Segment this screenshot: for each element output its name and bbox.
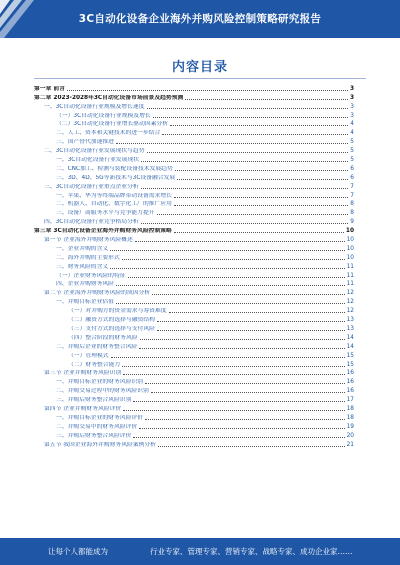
toc-entry-title: （二）融资方式的选择与融资结构 — [68, 317, 155, 324]
toc-entry-title: 二、并购后企业的财务整合风险 — [56, 343, 138, 350]
toc-entry-title: 第二章 2023-2028年3C自动化设备市场前景及趋势预测 — [34, 94, 184, 101]
toc-entry[interactable] — [34, 262, 354, 271]
toc-entry[interactable] — [34, 244, 354, 253]
toc-entry[interactable] — [34, 404, 354, 413]
toc-entry-page: 11 — [346, 281, 354, 288]
toc-entry-page: 18 — [346, 405, 354, 412]
toc-entry[interactable] — [34, 200, 354, 209]
toc-entry-page: 16 — [346, 370, 354, 377]
toc-entry-title: （一）对并购方的资金需求与筹资难度 — [68, 308, 167, 315]
toc-dot-leader — [157, 214, 349, 215]
toc-entry-page: 15 — [346, 352, 354, 359]
toc-dot-leader — [67, 90, 348, 91]
toc-entry[interactable] — [34, 217, 354, 226]
toc-entry[interactable] — [34, 315, 354, 324]
toc-entry-page: 21 — [346, 441, 354, 448]
toc-entry[interactable] — [34, 306, 354, 315]
toc-entry-title: 三、并购后财务整合风险评价 — [56, 432, 132, 439]
toc-entry-title: 第三节 企业并购财务风险识别 — [44, 370, 122, 377]
toc-entry[interactable] — [34, 173, 354, 182]
toc-entry-title: 二、并购交易中的财务风险评价 — [56, 423, 138, 430]
toc-entry-page: 12 — [346, 290, 354, 297]
toc-entry[interactable] — [34, 111, 354, 120]
toc-entry[interactable] — [34, 431, 354, 440]
toc-entry-page: 17 — [346, 397, 354, 404]
toc-entry-page: 15 — [346, 361, 354, 368]
toc-dot-leader — [147, 152, 349, 153]
toc-dot-leader — [151, 392, 345, 393]
toc-entry[interactable] — [34, 226, 354, 235]
toc-entry[interactable] — [34, 93, 354, 102]
toc-entry[interactable] — [34, 440, 354, 449]
toc-entry-page: 11 — [346, 263, 354, 270]
toc-entry-title: 第三章 3C自动化设备企业海外并购财务风险控制策略 — [34, 228, 172, 235]
toc-entry[interactable] — [34, 386, 354, 395]
toc-entry-title: 四、企业并购财务风险 — [56, 281, 114, 288]
toc-entry[interactable] — [34, 155, 354, 164]
toc-entry-page: 18 — [346, 414, 354, 421]
toc-dot-leader — [123, 410, 344, 411]
toc-dot-leader — [185, 99, 348, 100]
toc-dot-leader — [162, 134, 348, 135]
toc-entry-title: 二、并购交易过程中的财务风险识别 — [56, 388, 149, 395]
toc-entry[interactable] — [34, 297, 354, 306]
toc-entry[interactable] — [34, 351, 354, 360]
toc-entry-page: 12 — [346, 299, 354, 306]
toc-entry-title: 三、3D、4D、5G等新技术与3C设备融合发展 — [56, 174, 176, 181]
toc-entry-title: （四）整合阶段的财务风险 — [68, 334, 138, 341]
toc-entry[interactable] — [34, 84, 354, 93]
toc-entry[interactable] — [34, 333, 354, 342]
toc-dot-leader — [122, 259, 345, 260]
toc-dot-leader — [111, 357, 345, 358]
toc-entry-page: 9 — [350, 219, 354, 226]
toc-heading: 内容目录 — [171, 60, 228, 75]
toc-entry-page: 3 — [349, 94, 354, 101]
toc-entry-page: 4 — [350, 121, 354, 128]
toc-entry-page: 5 — [350, 157, 354, 164]
toc-entry-page: 11 — [346, 272, 354, 279]
toc-entry[interactable] — [34, 182, 354, 191]
toc-dot-leader — [145, 419, 345, 420]
toc-dot-leader — [135, 241, 345, 242]
toc-dot-leader — [122, 366, 344, 367]
toc-entry-title: （三）支付方式的选择与支付风险 — [68, 325, 155, 332]
toc-entry-title: 二、3C自动化设备行业发展现状与趋势 — [44, 148, 145, 155]
report-footer — [0, 538, 400, 565]
toc-entry-title: 二、CNC加工、检测与装配设备技术发展趋势 — [56, 165, 173, 172]
toc-entry-title: 一、3C自动化设备行业规模及增长速度 — [44, 103, 145, 110]
toc-dot-leader — [153, 117, 349, 118]
toc-entry-page: 10 — [346, 245, 354, 252]
toc-entry[interactable] — [34, 102, 354, 111]
toc-entry[interactable] — [34, 422, 354, 431]
toc-entry-title: （二）财务整合能力 — [68, 361, 121, 368]
toc-entry[interactable] — [34, 280, 354, 289]
toc-entry-title: （一）企业财务风险的特征 — [56, 272, 126, 279]
toc-entry-title: 一、并购目标企业估值 — [56, 299, 114, 306]
toc-dot-leader — [157, 330, 345, 331]
toc-entry[interactable] — [34, 128, 354, 137]
toc-entry-title: 三、财务风险的含义 — [56, 263, 109, 270]
toc-entry-page: 4 — [350, 130, 354, 137]
toc-entry-page: 10 — [345, 228, 354, 235]
toc-entry-page: 5 — [350, 148, 354, 155]
toc-dot-leader — [169, 312, 345, 313]
toc-entry-page: 7 — [350, 192, 354, 199]
toc-entry-title: 第二节 企业海外并购财务风险的成因分析 — [44, 290, 151, 297]
toc-entry-page: 3 — [350, 112, 354, 119]
toc-entry[interactable] — [34, 324, 354, 333]
toc-entry-page: 14 — [346, 343, 354, 350]
toc-entry-page: 7 — [350, 183, 354, 190]
toc-entry[interactable] — [34, 164, 354, 173]
toc-entry[interactable] — [34, 369, 354, 378]
toc-dot-leader — [139, 428, 344, 429]
toc-entry[interactable] — [34, 395, 354, 404]
toc-dot-leader — [110, 250, 344, 251]
toc-entry-title: 第四节 企业并购财务风险评价 — [44, 405, 122, 412]
toc-entry[interactable] — [34, 271, 354, 280]
toc-dot-leader — [116, 143, 348, 144]
toc-entry-page: 12 — [346, 308, 354, 315]
toc-entry-title: （二）3C自动化设备行业增长驱动因素分析 — [56, 121, 169, 128]
toc-dot-leader — [177, 179, 348, 180]
toc-entry-page: 3 — [350, 103, 354, 110]
toc-entry-title: 三、国产替代加速推进 — [56, 139, 114, 146]
toc-entry-page: 6 — [350, 165, 354, 172]
toc-entry-title: 一、企业并购的含义 — [56, 245, 109, 252]
toc-entry-title: 二、机器人、自动化、数字化工厂的推广应用 — [56, 201, 172, 208]
toc-entry[interactable] — [34, 146, 354, 155]
toc-dot-leader — [174, 197, 348, 198]
toc-dot-leader — [147, 108, 349, 109]
toc-dot-leader — [139, 348, 344, 349]
toc-dot-leader — [110, 268, 344, 269]
toc-entry-title: 三、设备厂商服务水平与竞争能力提升 — [56, 210, 155, 217]
toc-dot-leader — [116, 285, 345, 286]
toc-entry-page: 14 — [346, 334, 354, 341]
toc-entry-title: 第一章 前言 — [34, 85, 66, 92]
toc-entry-title: 三、3C自动化设备行业重点企业分析 — [44, 183, 139, 190]
toc-dot-leader — [158, 446, 345, 447]
toc-entry-page: 16 — [346, 388, 354, 395]
toc-entry-page: 5 — [350, 139, 354, 146]
toc-entry-title: 一、3C自动化设备行业发展现状 — [56, 157, 140, 164]
toc-entry-page: 20 — [346, 432, 354, 439]
toc-entry-title: （一）3C自动化设备行业规模及增长 — [56, 112, 151, 119]
report-header — [0, 0, 400, 38]
toc-dot-leader — [128, 277, 345, 278]
toc-dot-leader — [141, 161, 348, 162]
toc-entry[interactable] — [34, 120, 354, 129]
toc-entry-title: 一、苹果、华为等终端品牌带动设备需求增长 — [56, 192, 172, 199]
toc-entry-page: 3 — [349, 85, 354, 92]
toc-dot-leader — [145, 383, 345, 384]
toc-dot-leader — [140, 339, 345, 340]
toc-dot-leader — [116, 303, 345, 304]
toc-entry-title: 一、并购目标企业的财务风险评价 — [56, 414, 143, 421]
report-title: 3C自动化设备企业海外并购风险控制策略研究报告 — [78, 13, 322, 25]
toc-dot-leader — [170, 125, 348, 126]
toc-dot-leader — [175, 170, 349, 171]
toc-entry[interactable] — [34, 342, 354, 351]
toc-entry[interactable] — [34, 377, 354, 386]
toc-entry-page: 10 — [346, 237, 354, 244]
toc-dot-leader — [174, 205, 348, 206]
toc-entry[interactable] — [34, 191, 354, 200]
toc-entry[interactable] — [34, 137, 354, 146]
toc-dot-leader — [174, 232, 344, 233]
toc-entry[interactable] — [34, 288, 354, 297]
toc-entry[interactable] — [34, 253, 354, 262]
toc-entry-title: 第五节 我国企业海外并购财务风险案例分析 — [44, 441, 156, 448]
toc-entry-page: 13 — [346, 325, 354, 332]
toc-entry-page: 13 — [346, 317, 354, 324]
toc-dot-leader — [133, 437, 344, 438]
toc-dot-leader — [133, 401, 344, 402]
toc-entry-title: 二、海外并购的主要形式 — [56, 254, 120, 261]
toc-entry-page: 19 — [346, 423, 354, 430]
toc-dot-leader — [123, 374, 344, 375]
toc-entry-page: 8 — [350, 201, 354, 208]
table-of-contents — [34, 84, 354, 514]
toc-entry[interactable] — [34, 208, 354, 217]
toc-entry-title: 二、人工、资本和关键技术的进一步结合 — [56, 130, 161, 137]
footer-slogan-left: 让每个人都能成为 — [48, 547, 108, 556]
toc-dot-leader — [157, 321, 345, 322]
toc-entry-title: 一、并购目标企业的财务风险识别 — [56, 379, 143, 386]
toc-entry-page: 16 — [346, 379, 354, 386]
toc-entry[interactable] — [34, 360, 354, 369]
toc-entry-title: 第一节 企业海外并购财务风险概述 — [44, 237, 133, 244]
toc-dot-leader — [152, 294, 344, 295]
toc-entry-page: 8 — [350, 210, 354, 217]
toc-entry-title: 三、并购后财务整合风险识别 — [56, 397, 132, 404]
toc-entry[interactable] — [34, 235, 354, 244]
toc-entry-title: （一）管理模式 — [68, 352, 109, 359]
toc-dot-leader — [141, 188, 349, 189]
toc-dot-leader — [141, 223, 349, 224]
toc-entry-title: 四、3C自动化设备行业竞争格局分析 — [44, 219, 139, 226]
toc-entry-page: 6 — [350, 174, 354, 181]
toc-entry[interactable] — [34, 413, 354, 422]
toc-entry-page: 10 — [346, 254, 354, 261]
footer-slogan-right: 行业专家、管理专家、营销专家、战略专家、成功企业家…… — [150, 547, 353, 556]
toc-divider — [34, 78, 366, 79]
